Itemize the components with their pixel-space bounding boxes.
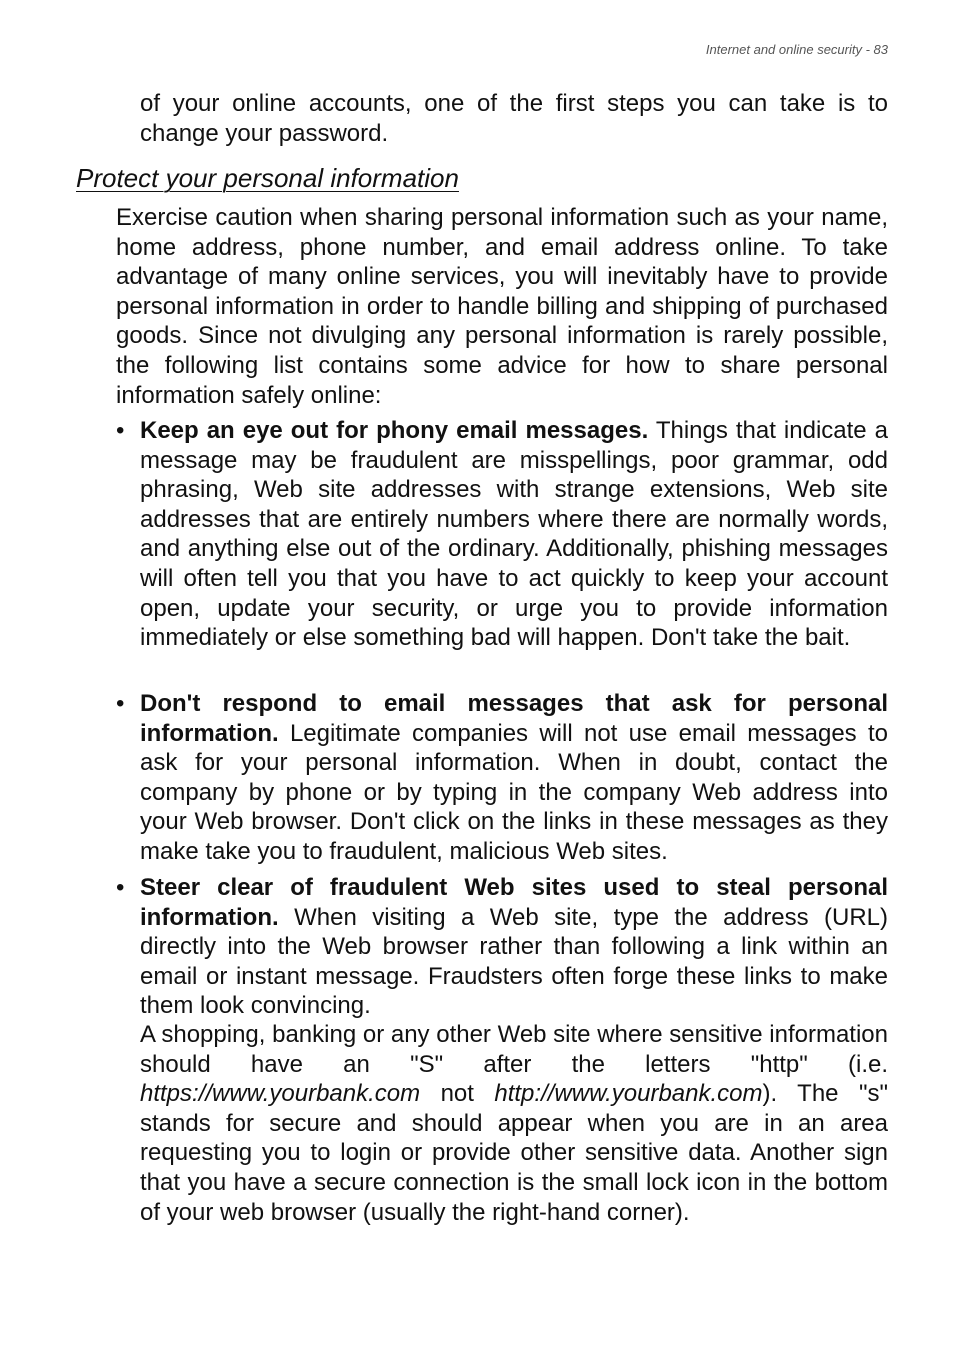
bullet-icon: •: [116, 690, 125, 717]
list-item-lead: Steer clear of fraudulent Web sites used to steal personal information.: [140, 874, 888, 931]
list-item-text: [140, 689, 888, 867]
list-item-lead: Don't respond to email messages that ask for personal information.: [140, 690, 888, 747]
extra-text-part3: ). The "s" stands for secure and should appear when you are in an area requesting you to login or provide other sensitive data. Another sign that you have a secure connection is the small lock icon in the bottom of your web browser (usually the right-hand corner).: [140, 1080, 888, 1226]
list-item-body: When visiting a Web site, type the address (URL) directly into the Web browser rather than following a link within an email or instant message. Fraudsters often forge these links to make them look convincing.: [140, 903, 888, 1020]
list-item-lead: Keep an eye out for phony email messages.: [140, 417, 649, 444]
running-header: Internet and online security - 83: [705, 42, 888, 57]
url-secure-example: https://www.yourbank.com: [140, 1080, 421, 1108]
list-item-extra-paragraph: [140, 1020, 888, 1227]
list-item-text: [140, 873, 888, 1021]
list-item-text: [140, 416, 888, 653]
extra-text-part1: A shopping, banking or any other Web site where sensitive information should have an "S" after the letters "http" (i.e.: [140, 1021, 888, 1078]
bullet-icon: •: [116, 417, 125, 444]
continuation-paragraph: of your online accounts, one of the first steps you can take is to change your password.: [140, 90, 888, 147]
intro-paragraph: Exercise caution when sharing personal information such as your name, home address, phone number, and email address online. To take advantage of many online services, you will inevitably have to provide personal information in order to handle billing and shipping of purchased goods. Since not divulging any personal information is rarely possible, the following list contains some advice for how to share personal information safely online:: [116, 204, 888, 409]
bullet-icon: •: [116, 874, 125, 901]
list-item-body: Things that indicate a message may be fraudulent are misspellings, poor grammar, odd phrasing, Web site addresses with strange extensions, Web site addresses that are entirely numbers where there are normally words, and anything else out of the ordinary. Additionally, phishing messages will often tell you that you have to act quickly to keep your account open, update your security, or urge you to provide information immediately or else something bad will happen. Don't take the bait.: [140, 417, 888, 652]
url-plain-example: http://www.yourbank.com: [494, 1080, 763, 1108]
extra-text-part2: not: [420, 1080, 495, 1108]
list-item-body: Legitimate companies will not use email messages to ask for your personal information. When in doubt, contact the company by phone or by typing in the company Web address into your Web browser. Don't click on the links in these messages as they make take you to fraudulent, malicious Web sites.: [140, 719, 888, 865]
section-heading: Protect your personal information: [76, 163, 459, 193]
